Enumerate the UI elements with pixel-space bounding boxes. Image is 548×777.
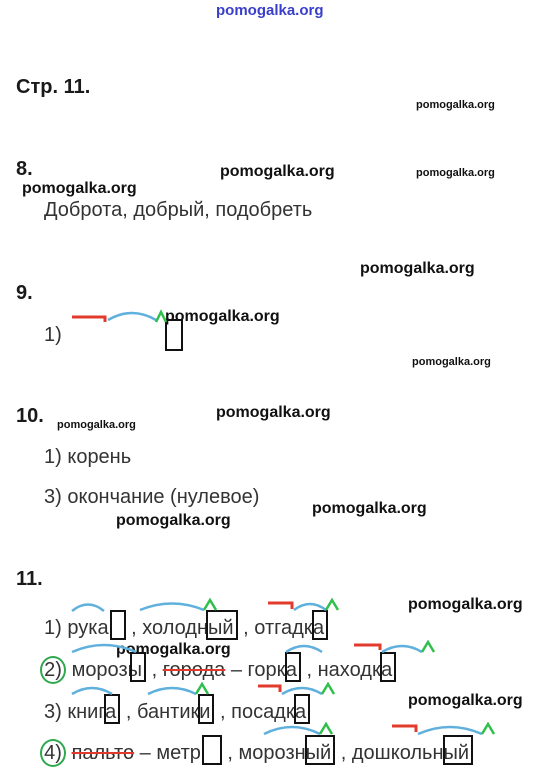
prefix-mark [354,645,380,650]
watermark: pomogalka.org [416,167,495,179]
suffix-mark [320,724,332,734]
prefix-mark [392,726,416,732]
suffix-mark [322,684,334,694]
suffix-mark [156,312,166,322]
task-10-line-1: 1) корень [44,446,132,468]
watermark: pomogalka.org [408,692,523,709]
line-number: 1) [44,617,62,639]
selected-circle: 4) [40,739,66,767]
separator: , [306,659,313,681]
word: рука [67,617,109,639]
root-arc [108,313,156,320]
word: посадка [231,701,307,723]
root-arc [382,646,422,652]
task-10-line-2: 3) окончание (нулевое) [44,486,260,508]
task-10-number: 10. [16,405,44,427]
line-number: 3) [44,701,62,723]
prefix-mark [72,317,105,322]
separator: , [219,701,226,723]
watermark: pomogalka.org [22,180,137,197]
task-8-number: 8. [16,158,33,180]
root-arc [72,645,136,652]
separator: , [151,659,158,681]
word: книга [67,701,117,723]
task-9-line-number: 1) [44,324,62,346]
task-11-number: 11. [16,568,43,590]
watermark: pomogalka.org [57,419,136,431]
watermark-top: pomogalka.org [216,2,324,19]
suffix-mark [196,684,208,694]
watermark: pomogalka.org [116,512,231,529]
word: дошкольный [351,742,470,764]
word: холодный [142,617,234,639]
root-arc [282,688,322,694]
watermark: pomogalka.org [220,163,335,180]
root-arc [294,604,326,610]
root-arc [140,604,204,611]
word: отгадка [254,617,325,639]
suffix-mark [204,600,216,610]
word: находка [317,659,393,681]
watermark: pomogalka.org [416,99,495,111]
task-9-number: 9. [16,282,33,304]
root-arc [286,646,322,652]
root-arc [72,688,112,694]
page-title: Стр. 11. [16,76,91,98]
word: морозы [71,659,143,681]
watermark: pomogalka.org [360,260,475,277]
prefix-mark [268,603,292,609]
word: горка [247,659,297,681]
watermark: pomogalka.org [216,404,331,421]
watermark: pomogalka.org [412,356,491,368]
watermark: pomogalka.org [165,308,280,325]
word: морозный [238,742,332,764]
struck-word: пальто [71,742,135,764]
watermark: pomogalka.org [408,596,523,613]
separator: , [243,617,249,639]
word: метр [156,742,201,764]
separator: , [227,742,233,764]
task-8-answer: Доброта, добрый, подобреть [44,199,313,221]
struck-word: города [162,659,226,681]
root-arc [148,688,196,694]
suffix-mark [326,600,338,610]
watermark: pomogalka.org [116,641,231,658]
prefix-mark [258,686,280,692]
dash: – [139,742,151,764]
word: бантики [137,701,211,723]
selected-circle: 2) [40,656,66,684]
separator: , [125,701,132,723]
root-arc [418,727,482,734]
suffix-mark [422,642,434,652]
separator: , [340,742,347,764]
dash: – [230,659,242,681]
root-arc [72,605,104,612]
suffix-mark [482,724,494,734]
root-arc [264,727,320,734]
separator: , [131,617,137,639]
watermark: pomogalka.org [312,500,427,517]
